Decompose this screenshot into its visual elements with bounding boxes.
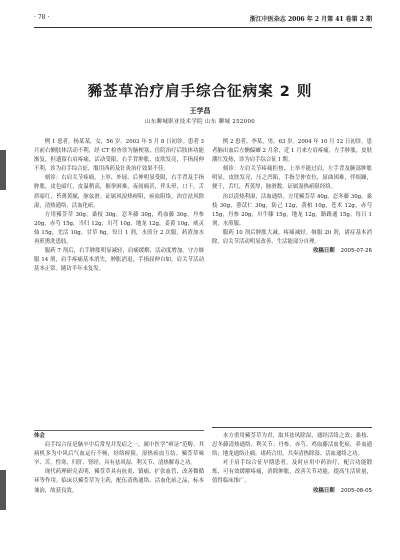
paragraph: 对于肩手综合征早期患者，及时应用中药治疗，配合功能锻炼，可有效缓解疼痛，消除肿胀，改善关节功能，提高生活质量，值得临床推广。: [212, 460, 372, 485]
header-rule: [34, 27, 372, 28]
right-column-body: [212, 138, 372, 428]
section-heading: 体会: [34, 433, 45, 439]
page-number: · 78 ·: [34, 14, 50, 21]
author-affiliation: 山东聊城职业技术学院 山东 聊城 252000: [144, 119, 256, 125]
journal-reference: 浙江中医杂志 2006 年 2 月第 41 卷第 2 期: [249, 16, 372, 23]
received-date-label: 收稿日期: [313, 248, 335, 255]
paragraph: 刻诊：右肩关节疼痛，上举、外展、后伸明显受限，右手背及手指肿胀，皮色暗红，皮温稍高，握拳困难，夜间痛甚，伴头晕，口干，舌质暗红，苔薄黄腻，脉弦滑。证属风湿热痹阻，瘀血阻络。治宜祛风除湿，清热通络，活血化瘀。: [34, 175, 204, 209]
paragraph: 例 2 患者，李某，男，63 岁。2004 年 10 月 12 日初诊。患者脑出血后左侧偏瘫 2 月余，近 1 月来左肩疼痛，左手肿胀，皮肤潮红发热，诊为肩手综合征 I 期。: [212, 139, 372, 164]
paragraph: 服药 7 剂后，右手肿胀明显减轻，肩痛缓解，活动度增加。守方继服 14 剂，肩手疼痛基本消失，肿胀消退，手指屈伸自如，肩关节活动基本正常。随访半年未复发。: [34, 248, 204, 273]
received-date: 2005-07-26: [340, 248, 372, 255]
running-header: [34, 14, 372, 26]
paragraph: 刻诊：左肩关节疼痛拒按，上举不能过肩，左手背及腕部肿胀明显，皮肤发亮，压之凹陷，手指呈伸直位，屈曲困难，伴烦躁，便干，舌红，苔黄厚，脉滑数。证属湿热瘀阻经络。: [212, 166, 372, 191]
paragraph: 治以清热利湿，活血通络。方用豨莶草 40g，忍冬藤 30g，桑枝 30g，薏苡仁 30g，防己 12g，黄柏 10g，苍术 12g，赤芍 15g，丹参 20g，川牛膝 15g，地龙 12g，路路通 15g。每日 1 剂，水煎服。: [212, 193, 372, 227]
paragraph: 方用豨莶草 30g，桑枝 30g，忍冬藤 30g，鸡血藤 30g，丹参 20g，赤芍 15g，当归 12g，川芎 10g，地龙 12g，姜黄 10g，威灵仙 15g，羌活 10g，甘草 6g。每日 1 剂，水煎分 2 次服，药渣加水再煎熏洗患肢。: [34, 211, 204, 246]
paragraph: 本方重用豨莶草为君，取其祛风除湿、通经活络之效；桑枝、忍冬藤清热通络，利关节；丹参、赤芍、鸡血藤活血化瘀，养血通络；地龙通络止痛。诸药合用，共奏清热除湿、活血通络之功。: [212, 433, 372, 458]
article-title: 豨莶草治疗肩手综合征病案 2 则: [87, 84, 313, 100]
received-date-label: 收稿日期: [313, 487, 335, 494]
paragraph: 例 1 患者，杨某某，女，56 岁。2003 年 5 月 8 日初诊。患者 3 月前右侧肢体活动不利，经 CT 检查诊为脑梗塞，住院治疗后肢体功能渐复，但遗留右肩疼痛，活动受限，右手背肿胀，皮肤发亮，手指屈伸不利，诊为肩手综合征，服用西药及针灸治疗效果不佳。: [34, 139, 204, 173]
section-separator-rule: [34, 430, 204, 431]
scan-edge-mark-bottom: [0, 470, 6, 510]
paragraph: 现代药理研究表明，豨莶草具有抗炎、镇痛、扩张血管、改善微循环等作用。临床以豨莶草为主药，配伍清热通络、活血化瘀之品，标本兼治，故获良效。: [34, 469, 204, 494]
article-separator-rule: [212, 427, 372, 428]
left-column-bottom: [34, 432, 204, 547]
paragraph: 肩手综合征是脑卒中后常见并发症之一，属中医学“痹证”范畴。其病机多为中风后气血运行不畅，经络痹阻，湿热瘀血互结。豨莶草味辛、苦，性寒，归肝、肾经，具有祛风湿、利关节、清热解毒之功。: [34, 442, 204, 467]
received-date-line: [212, 247, 372, 256]
article-author: 王学昌: [189, 107, 211, 115]
received-date-line: [212, 487, 372, 496]
paragraph: 服药 10 剂后肿胀大减，疼痛减轻。继服 20 剂，诸症基本消除，肩关节活动明显改善，生活能部分自理。: [212, 229, 372, 246]
received-date: 2005-08-05: [340, 487, 372, 494]
scan-edge-mark-top: [0, 150, 6, 190]
right-column-bottom: [212, 432, 372, 550]
left-column-body: [34, 138, 204, 428]
